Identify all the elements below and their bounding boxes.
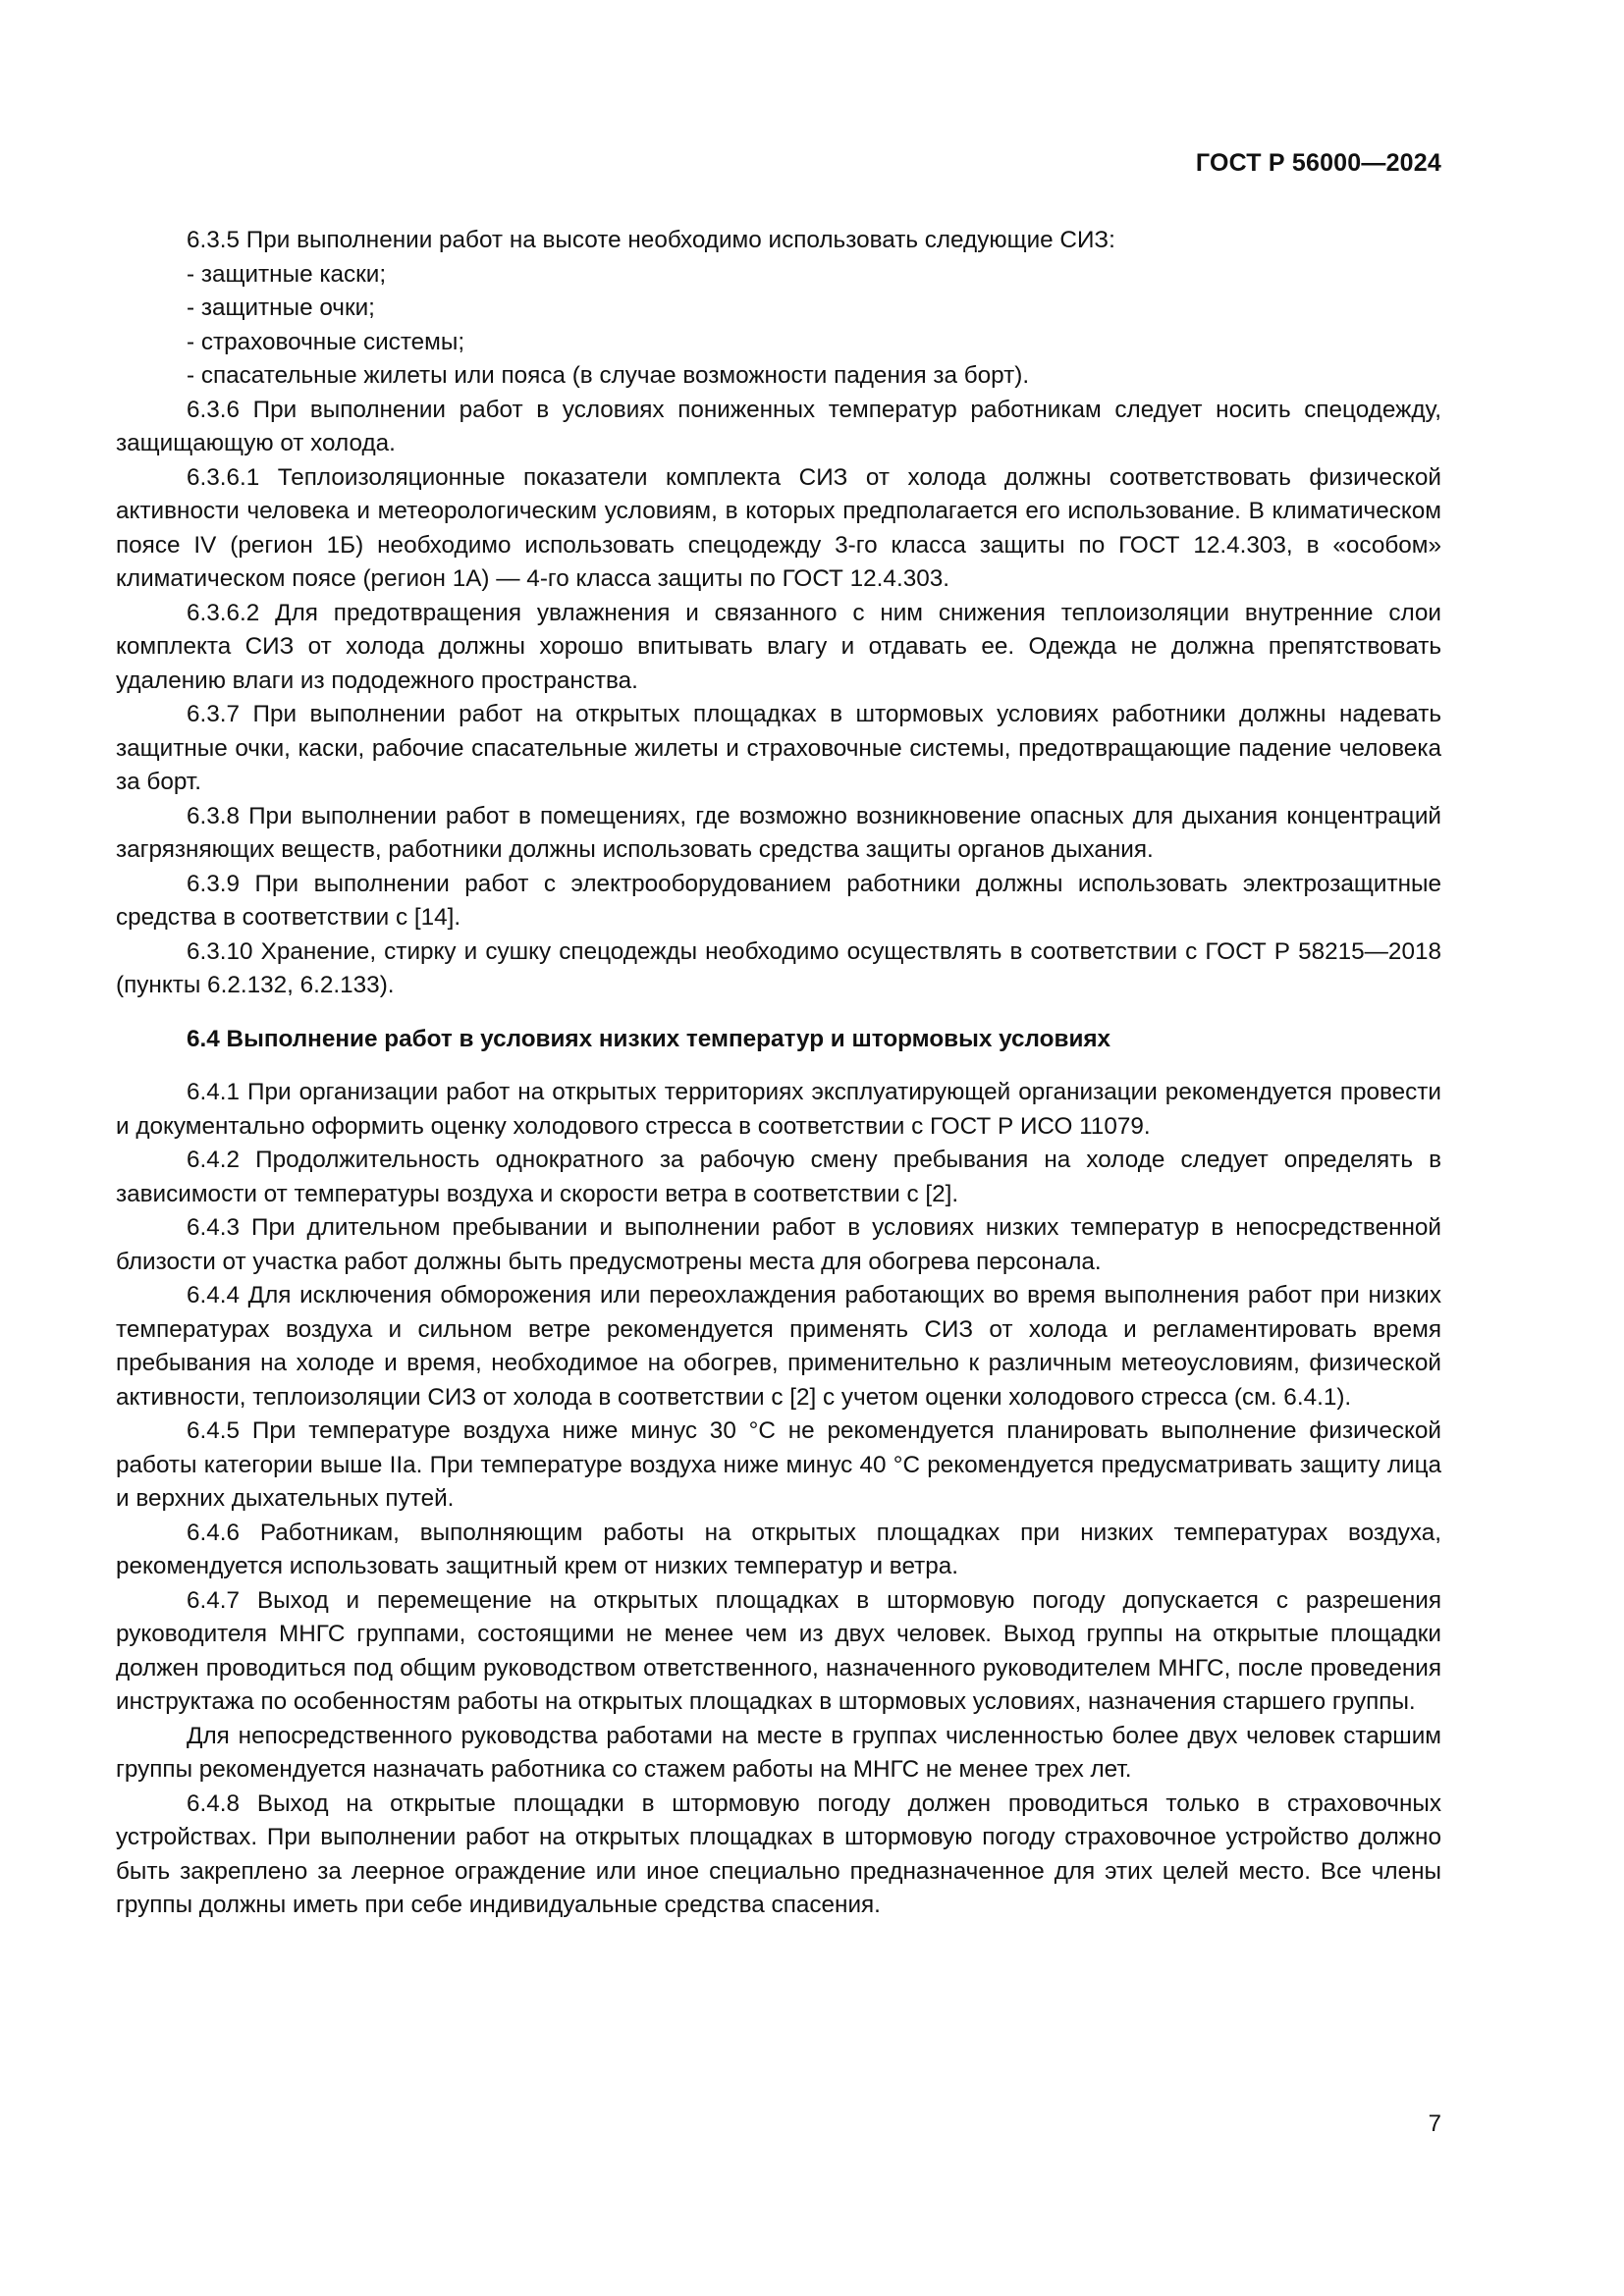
list-item: - защитные каски; — [187, 260, 387, 288]
paragraph-6-4-8: 6.4.8 Выход на открытые площадки в штормовую погоду должен проводиться только в страховочных устройствах. При выполнении работ на открытых площадках в штормовую погоду страховочное устройство должно быть закреплено за леерное ограждение или иное специально предназначенное для этих целей место. Все члены группы должны иметь при себе индивидуальные средства спасения. — [116, 1789, 1441, 1918]
paragraph-6-3-9: 6.3.9 При выполнении работ с электрооборудованием работники должны использовать электрозащитные средства в соответствии с [14]. — [116, 870, 1441, 931]
paragraph-6-3-8: 6.3.8 При выполнении работ в помещениях, где возможно возникновение опасных для дыхания концентраций загрязняющих веществ, работники должны использовать средства защиты органов дыхания. — [116, 802, 1441, 863]
paragraph-6-4-2: 6.4.2 Продолжительность однократного за рабочую смену пребывания на холоде следует определять в зависимости от температуры воздуха и скорости ветра в соответствии с [2]. — [116, 1147, 1441, 1207]
paragraph-6-3-7: 6.3.7 При выполнении работ на открытых площадках в штормовых условиях работники должны надевать защитные очки, каски, рабочие спасательные жилеты и страховочные системы, предотвращающие падение человека за борт. — [116, 701, 1441, 795]
paragraph-6-4-5: 6.4.5 При температуре воздуха ниже минус 30 °С не рекомендуется планировать выполнение физической работы категории выше IIa. При температуре воздуха ниже минус 40 °С рекомендуется предусматривать защиту лица и верхних дыхательных путей. — [116, 1417, 1441, 1512]
paragraph-6-3-6-1: 6.3.6.1 Теплоизоляционные показатели комплекта СИЗ от холода должны соответствовать физической активности человека и метеорологическим условиям, в которых предполагается его использование. В климатическом поясе IV (регион 1Б) необходимо использовать спецодежду 3-го класса защиты по ГОСТ 12.4.303, в «особом» климатическом поясе (регион 1А) — 4-го класса защиты по ГОСТ 12.4.303. — [116, 463, 1441, 592]
paragraph-6-4-4: 6.4.4 Для исключения обморожения или переохлаждения работающих во время выполнения работ при низких температурах воздуха и сильном ветре рекомендуется применять СИЗ от холода и регламентировать время пребывания на холоде и время, необходимое на обогрев, применительно к различным метеоусловиям, физической активности, теплоизоляции СИЗ от холода в соответствии с [2] с учетом оценки холодового стресса (см. 6.4.1). — [116, 1282, 1441, 1411]
paragraph-6-4-7-continued: Для непосредственного руководства работами на месте в группах численностью более двух человек старшим группы рекомендуется назначать работника со стажем работы на МНГС не менее трех лет. — [116, 1722, 1441, 1783]
paragraph-6-3-6-2: 6.3.6.2 Для предотвращения увлажнения и связанного с ним снижения теплоизоляции внутренние слои комплекта СИЗ от холода должны хорошо впитывать влагу и отдавать ее. Одежда не должна препятствовать удалению влаги из пододежного пространства. — [116, 599, 1441, 694]
list-item: - защитные очки; — [187, 294, 375, 321]
paragraph-6-4-3: 6.4.3 При длительном пребывании и выполнении работ в условиях низких температур в непосредственной близости от участка работ должны быть предусмотрены места для обогрева персонала. — [116, 1214, 1441, 1275]
list-item: - спасательные жилеты или пояса (в случае возможности падения за борт). — [187, 362, 1030, 389]
paragraph-6-3-5: 6.3.5 При выполнении работ на высоте необходимо использовать следующие СИЗ: — [187, 227, 1115, 253]
paragraph-6-3-6: 6.3.6 При выполнении работ в условиях пониженных температур работникам следует носить спецодежду, защищающую от холода. — [116, 396, 1441, 456]
section-heading-6-4: 6.4 Выполнение работ в условиях низких температур и штормовых условиях — [187, 1025, 1111, 1052]
list-item: - страховочные системы; — [187, 328, 465, 355]
paragraph-6-4-6: 6.4.6 Работникам, выполняющим работы на открытых площадках при низких температурах воздуха, рекомендуется использовать защитный крем от низких температур и ветра. — [116, 1519, 1441, 1579]
paragraph-6-4-1: 6.4.1 При организации работ на открытых территориях эксплуатирующей организации рекомендуется провести и документально оформить оценку холодового стресса в соответствии с ГОСТ Р ИСО 11079. — [116, 1079, 1441, 1140]
document-body — [116, 224, 1441, 1923]
document-id-header: ГОСТ Р 56000—2024 — [1195, 149, 1441, 177]
page-number: 7 — [1428, 2110, 1441, 2137]
paragraph-6-4-7: 6.4.7 Выход и перемещение на открытых площадках в штормовую погоду допускается с разрешения руководителя МНГС группами, состоящими не менее чем из двух человек. Выход группы на открытые площадки должен проводиться под общим руководством ответственного, назначенного руководителем МНГС, после проведения инструктажа по особенностям работы на открытых площадках в штормовых условиях, назначения старшего группы. — [116, 1586, 1441, 1715]
paragraph-6-3-10: 6.3.10 Хранение, стирку и сушку спецодежды необходимо осуществлять в соответствии с ГОСТ Р 58215—2018 (пункты 6.2.132, 6.2.133). — [116, 937, 1441, 998]
